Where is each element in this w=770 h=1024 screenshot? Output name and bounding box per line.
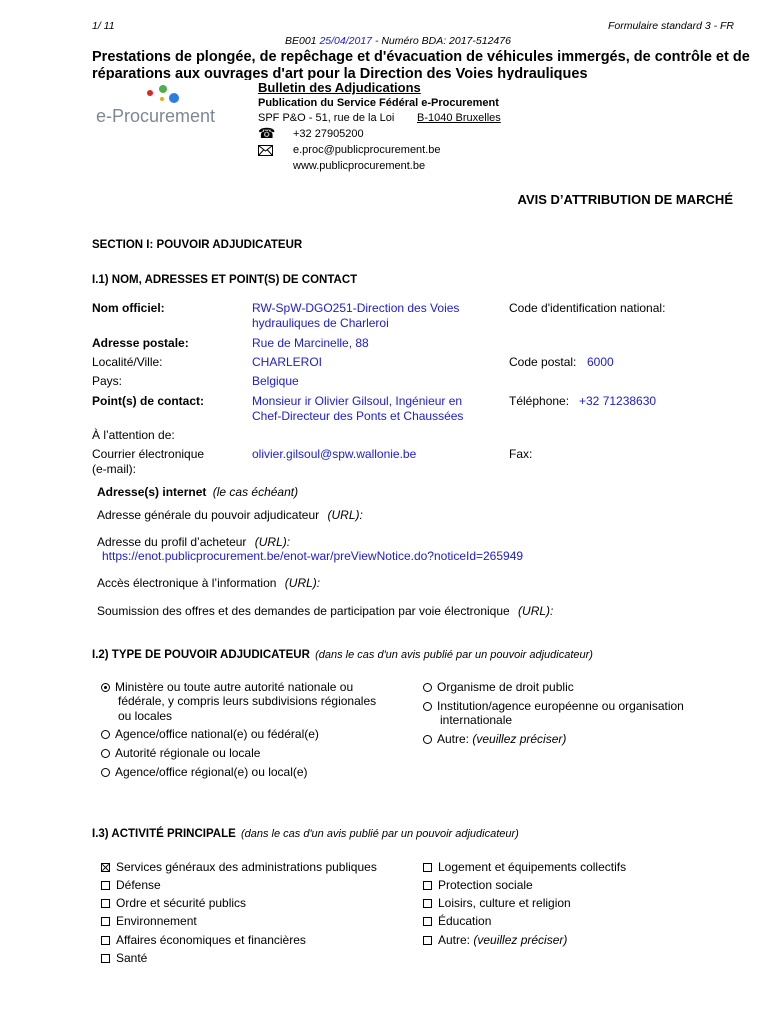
adresse-postale-value: Rue de Marcinelle, 88 (252, 336, 369, 350)
checkbox-protection-sociale[interactable] (423, 878, 533, 892)
soumission-label: Soumission des offres et des demandes de participation par voie électronique (97, 604, 510, 618)
email-label-1: Courrier électronique (92, 447, 205, 461)
radio-icon (101, 730, 110, 739)
code-postal-value: 6000 (587, 355, 614, 369)
checkbox-icon (101, 881, 110, 890)
nom-officiel-label: Nom officiel: (92, 301, 165, 315)
contract-title: Prestations de plongée, de repêchage et d'évacuation de véhicules immergés, de contrôle et de réparations aux ouvrages d'art pour la Direction des Voies hydrauliques (92, 49, 750, 80)
contact-value-2: Chef-Directeur des Ponts et Chaussées (252, 409, 464, 423)
radio-selected-icon (101, 683, 110, 692)
checkbox-services-generaux[interactable] (101, 860, 377, 874)
checkbox-affaires-label: Affaires économiques et financières (116, 933, 306, 947)
radio-icon (101, 749, 110, 758)
logo-dot-red (147, 90, 153, 96)
email-label-2: (e-mail): (92, 462, 136, 476)
radio-agence-regionale[interactable] (101, 765, 308, 779)
nom-officiel-value-1: RW-SpW-DGO251-Direction des Voies (252, 301, 460, 315)
checkbox-loisirs[interactable] (423, 896, 571, 910)
url-tag: (URL): (284, 576, 321, 590)
radio-icon (423, 702, 432, 711)
radio-institution-label: Institution/agence européenne ou organisation (437, 699, 684, 713)
section-i1-heading: I.1) NOM, ADRESSES ET POINT(S) DE CONTACT (92, 274, 358, 286)
checkbox-icon (101, 936, 110, 945)
logo-text: e-Procurement (96, 106, 216, 126)
contact-value-1: Monsieur ir Olivier Gilsoul, Ingénieur en (252, 394, 463, 408)
checkbox-icon (101, 917, 110, 926)
checkbox-services-generaux-label: Services généraux des administrations publiques (116, 860, 377, 874)
radio-institution-label-2: internationale (440, 713, 513, 727)
notice-title: AVIS D’ATTRIBUTION DE MARCHÉ (517, 192, 733, 207)
radio-icon (101, 768, 110, 777)
checkbox-ordre-securite[interactable] (101, 896, 246, 910)
checkbox-education-label: Éducation (438, 914, 492, 928)
i2-title: I.2) TYPE DE POUVOIR ADJUDICATEUR (92, 649, 310, 661)
checkbox-autre-label: Autre: (438, 933, 471, 947)
checkbox-icon (423, 936, 432, 945)
attention-label: À l’attention de: (92, 428, 175, 442)
section-i3-heading (92, 828, 519, 840)
radio-autre-note: (veuillez préciser) (472, 732, 567, 746)
checkbox-environnement[interactable] (101, 914, 197, 928)
adresse-generale-label: Adresse générale du pouvoir adjudicateur (97, 508, 320, 522)
checkbox-autre-note: (veuillez préciser) (473, 933, 568, 947)
checkbox-logement[interactable] (423, 860, 626, 874)
radio-ministere-label: Ministère ou toute autre autorité nationale ou (115, 680, 354, 694)
profil-url-link[interactable]: https://enot.publicprocurement.be/enot-war/preViewNotice.do?noticeId=265949 (102, 549, 524, 563)
section-1-heading: SECTION I: POUVOIR ADJUDICATEUR (92, 239, 303, 251)
radio-agence-nationale-label: Agence/office national(e) ou fédéral(e) (115, 727, 319, 741)
checkbox-defense[interactable] (101, 878, 161, 892)
radio-icon (423, 683, 432, 692)
notice-reference (285, 35, 511, 47)
checkbox-checked-icon (101, 863, 110, 872)
checkbox-icon (101, 899, 110, 908)
code-postal-label: Code postal: (509, 355, 577, 369)
localite-label: Localité/Ville: (92, 355, 163, 369)
radio-ministere-label-2: fédérale, y compris leurs subdivisions régionales (118, 694, 377, 708)
i2-note: (dans le cas d'un avis publié par un pouvoir adjudicateur) (315, 649, 593, 661)
logo-dot-yellow (160, 97, 164, 101)
publisher-city: B-1040 Bruxelles (417, 112, 501, 124)
i3-title: I.3) ACTIVITÉ PRINCIPALE (92, 828, 236, 840)
checkbox-sante-label: Santé (116, 951, 148, 965)
url-tag: (URL): (327, 508, 363, 522)
envelope-icon (258, 145, 273, 159)
radio-ministere-label-3: ou locales (118, 709, 173, 723)
publisher-address: SPF P&O - 51, rue de la Loi (258, 112, 395, 124)
checkbox-icon (101, 954, 110, 963)
checkbox-autre[interactable] (423, 933, 567, 947)
fax-label: Fax: (509, 447, 533, 461)
checkbox-ordre-securite-label: Ordre et sécurité publics (116, 896, 247, 910)
internet-heading (97, 485, 298, 499)
checkbox-logement-label: Logement et équipements collectifs (438, 860, 627, 874)
section-i2-heading (92, 649, 593, 661)
page-number: 1/ 11 (92, 20, 115, 32)
checkbox-defense-label: Défense (116, 878, 161, 892)
radio-autorite-regionale-label: Autorité régionale ou locale (115, 746, 261, 760)
pays-value: Belgique (252, 374, 299, 388)
adresse-generale-row (97, 508, 363, 522)
publication-date: 25/04/2017 (319, 35, 373, 47)
checkbox-icon (423, 917, 432, 926)
form-name: Formulaire standard 3 - FR (607, 20, 734, 32)
logo-dot-blue (169, 93, 179, 103)
localite-value: CHARLEROI (252, 355, 323, 369)
publisher-phone: +32 27905200 (293, 128, 364, 140)
checkbox-loisirs-label: Loisirs, culture et religion (438, 896, 571, 910)
acces-label: Accès électronique à l’information (97, 576, 277, 590)
checkbox-sante[interactable] (101, 951, 147, 965)
radio-icon (423, 735, 432, 744)
radio-agence-nationale[interactable] (101, 727, 319, 741)
publisher-email[interactable]: e.proc@publicprocurement.be (293, 144, 441, 156)
publisher-name: Publication du Service Fédéral e-Procurement (258, 97, 499, 109)
bulletin-title: Bulletin des Adjudications (258, 80, 421, 95)
radio-autre-label: Autre: (437, 732, 470, 746)
nom-officiel-value-2: hydrauliques de Charleroi (252, 316, 389, 330)
soumission-row (97, 604, 553, 618)
internet-label: Adresse(s) internet (97, 485, 207, 499)
checkbox-protection-label: Protection sociale (438, 878, 533, 892)
profil-label: Adresse du profil d’acheteur (97, 535, 247, 549)
bda-number: - Numéro BDA: 2017-512476 (374, 35, 511, 47)
logo-dot-green (159, 85, 167, 93)
ref-prefix: BE001 (285, 35, 317, 47)
checkbox-affaires-economiques[interactable] (101, 933, 306, 947)
url-tag: (URL): (254, 535, 291, 549)
url-tag: (URL): (518, 604, 554, 618)
radio-organisme-droit-public[interactable] (423, 680, 574, 694)
adresse-postale-label: Adresse postale: (92, 336, 189, 350)
telephone-value: +32 71238630 (579, 394, 657, 408)
checkbox-icon (423, 863, 432, 872)
checkbox-icon (423, 899, 432, 908)
radio-institution[interactable] (423, 699, 684, 713)
contact-email-link[interactable]: olivier.gilsoul@spw.wallonie.be (252, 447, 417, 461)
radio-ministere[interactable] (101, 680, 353, 694)
radio-organisme-label: Organisme de droit public (437, 680, 574, 694)
pays-label: Pays: (92, 374, 123, 388)
checkbox-environnement-label: Environnement (116, 914, 197, 928)
radio-agence-regionale-label: Agence/office régional(e) ou local(e) (115, 765, 308, 779)
i3-note: (dans le cas d'un avis publié par un pouvoir adjudicateur) (240, 828, 519, 840)
publisher-website[interactable]: www.publicprocurement.be (293, 160, 426, 172)
acces-row (97, 576, 320, 590)
radio-autorite-regionale[interactable] (101, 746, 260, 760)
e-procurement-logo (92, 84, 232, 129)
code-identification-label: Code d'identification national: (509, 301, 666, 315)
radio-autre[interactable] (423, 732, 566, 746)
phone-icon: ☎ (258, 125, 276, 141)
profil-row (97, 535, 290, 549)
internet-note: (le cas échéant) (212, 485, 299, 499)
contact-label: Point(s) de contact: (92, 394, 205, 408)
checkbox-education[interactable] (423, 914, 491, 928)
telephone-label: Téléphone: (509, 394, 570, 408)
checkbox-icon (423, 881, 432, 890)
